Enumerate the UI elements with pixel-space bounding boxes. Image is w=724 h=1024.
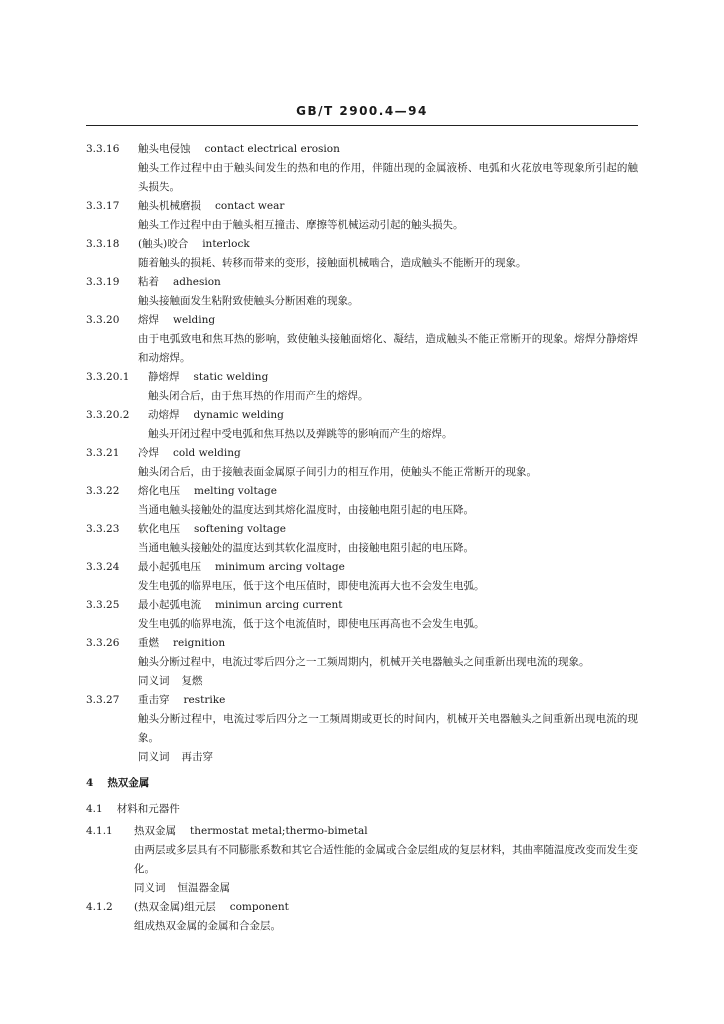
term-number: 4.1.1 <box>86 825 113 837</box>
term-en: contact wear <box>215 200 285 212</box>
term-definition: 组成热双金属的金属和合金层。 <box>134 920 281 932</box>
term-zh: 最小起弧电流 <box>138 599 201 611</box>
term-zh: 粘着 <box>138 276 159 288</box>
term-definition: 触头闭合后，由于接触表面金属原子间引力的相互作用，使触头不能正常断开的现象。 <box>138 466 537 478</box>
term-zh: 热双金属 <box>134 825 176 837</box>
term-en: thermostat metal;thermo-bimetal <box>190 825 368 837</box>
term-zh: 触头机械磨损 <box>138 200 201 212</box>
term-zh: (热双金属)组元层 <box>134 901 216 913</box>
term-number: 3.3.24 <box>86 561 120 573</box>
term-number: 4.1.2 <box>86 901 113 913</box>
term-entry <box>86 140 646 197</box>
term-definition: 发生电弧的临界电压，低于这个电压值时，即使电流再大也不会发生电弧。 <box>138 580 485 592</box>
term-zh: 触头电侵蚀 <box>138 143 191 155</box>
term-number: 3.3.21 <box>86 447 120 459</box>
synonym-word: 恒温器金属 <box>177 882 230 894</box>
term-en: minimum arcing voltage <box>215 561 345 573</box>
term-number: 3.3.18 <box>86 238 120 250</box>
subsection-title: 材料和元器件 <box>116 803 180 815</box>
document-body <box>86 140 646 936</box>
term-en: cold welding <box>173 447 241 459</box>
subsection-heading <box>86 800 646 819</box>
term-number: 3.3.20 <box>86 314 120 326</box>
synonym-line <box>134 879 646 898</box>
term-en: minimun arcing current <box>215 599 343 611</box>
synonym-label: 同义词 <box>138 675 170 687</box>
term-entry <box>86 898 646 936</box>
term-zh: 熔焊 <box>138 314 159 326</box>
synonym-line <box>138 748 646 767</box>
term-en: restrike <box>183 694 226 706</box>
term-definition: 随着触头的损耗、转移而带来的变形，接触面机械啮合，造成触头不能断开的现象。 <box>138 257 527 269</box>
term-zh: 最小起弧电压 <box>138 561 201 573</box>
term-number: 3.3.22 <box>86 485 120 497</box>
term-entry <box>86 273 646 311</box>
term-entry <box>86 311 646 368</box>
term-definition: 由于电弧致电和焦耳热的影响，致使触头接触面熔化、凝结，造成触头不能正常断开的现象。熔焊分静熔焊和动熔焊。 <box>138 333 638 364</box>
term-zh: 动熔焊 <box>148 409 180 421</box>
term-en: welding <box>173 314 216 326</box>
term-zh: 软化电压 <box>138 523 180 535</box>
term-entry <box>86 235 646 273</box>
term-en: softening voltage <box>194 523 286 535</box>
term-number: 3.3.25 <box>86 599 120 611</box>
term-en: component <box>229 901 289 913</box>
term-definition: 触头分断过程中，电流过零后四分之一工频周期内，机械开关电器触头之间重新出现电流的现象。 <box>138 656 590 668</box>
synonym-word: 复燃 <box>181 675 203 687</box>
term-entry <box>86 596 646 634</box>
subsection-number: 4.1 <box>86 803 103 815</box>
term-zh: (触头)咬合 <box>138 238 189 250</box>
term-entry <box>86 482 646 520</box>
term-zh: 重燃 <box>138 637 159 649</box>
term-number: 3.3.27 <box>86 694 120 706</box>
term-en: reignition <box>173 637 226 649</box>
term-definition: 由两层或多层具有不同膨胀系数和其它合适性能的金属或合金层组成的复层材料，其曲率随温度改变而发生变化。 <box>134 844 638 875</box>
term-definition: 触头开闭过程中受电弧和焦耳热以及弹跳等的影响而产生的熔焊。 <box>148 428 453 440</box>
term-entry <box>86 691 646 767</box>
term-entry <box>86 520 646 558</box>
header-rule <box>86 125 638 126</box>
term-entry <box>86 406 646 444</box>
section-number: 4 <box>86 777 94 789</box>
term-number: 3.3.16 <box>86 143 120 155</box>
term-definition: 当通电触头接触处的温度达到其软化温度时，由接触电阻引起的电压降。 <box>138 542 474 554</box>
synonym-word: 再击穿 <box>181 751 213 763</box>
term-definition: 触头工作过程中由于触头相互撞击、摩擦等机械运动引起的触头损失。 <box>138 219 464 231</box>
term-entry <box>86 822 646 898</box>
term-en: dynamic welding <box>193 409 284 421</box>
term-number: 3.3.19 <box>86 276 120 288</box>
page-header: GB/T 2900.4—94 <box>296 104 428 118</box>
synonym-label: 同义词 <box>134 882 166 894</box>
term-definition: 触头闭合后，由于焦耳热的作用而产生的熔焊。 <box>148 390 369 402</box>
term-en: adhesion <box>173 276 221 288</box>
synonym-label: 同义词 <box>138 751 170 763</box>
term-number: 3.3.23 <box>86 523 120 535</box>
section-title: 热双金属 <box>107 777 150 789</box>
term-zh: 熔化电压 <box>138 485 180 497</box>
term-en: static welding <box>193 371 269 383</box>
term-zh: 静熔焊 <box>148 371 180 383</box>
term-definition: 触头工作过程中由于触头间发生的热和电的作用，伴随出现的金属液桥、电弧和火花放电等现象所引起的触头损失。 <box>138 162 638 193</box>
term-en: melting voltage <box>194 485 277 497</box>
term-definition: 触头分断过程中，电流过零后四分之一工频周期或更长的时间内，机械开关电器触头之间重新出现电流的现象。 <box>138 713 638 744</box>
term-entry <box>86 444 646 482</box>
term-entry <box>86 634 646 691</box>
term-zh: 重击穿 <box>138 694 170 706</box>
section-heading <box>86 774 646 793</box>
term-number: 3.3.26 <box>86 637 120 649</box>
term-number: 3.3.20.1 <box>86 371 130 383</box>
term-entry <box>86 558 646 596</box>
term-definition: 当通电触头接触处的温度达到其熔化温度时，由接触电阻引起的电压降。 <box>138 504 474 516</box>
term-definition: 发生电弧的临界电流，低于这个电流值时，即使电压再高也不会发生电弧。 <box>138 618 485 630</box>
term-zh: 冷焊 <box>138 447 159 459</box>
term-number: 3.3.20.2 <box>86 409 130 421</box>
term-entry <box>86 368 646 406</box>
term-number: 3.3.17 <box>86 200 120 212</box>
term-en: interlock <box>202 238 250 250</box>
term-entry <box>86 197 646 235</box>
synonym-line <box>138 672 646 691</box>
term-en: contact electrical erosion <box>204 143 340 155</box>
term-definition: 触头接触面发生粘附致使触头分断困难的现象。 <box>138 295 359 307</box>
